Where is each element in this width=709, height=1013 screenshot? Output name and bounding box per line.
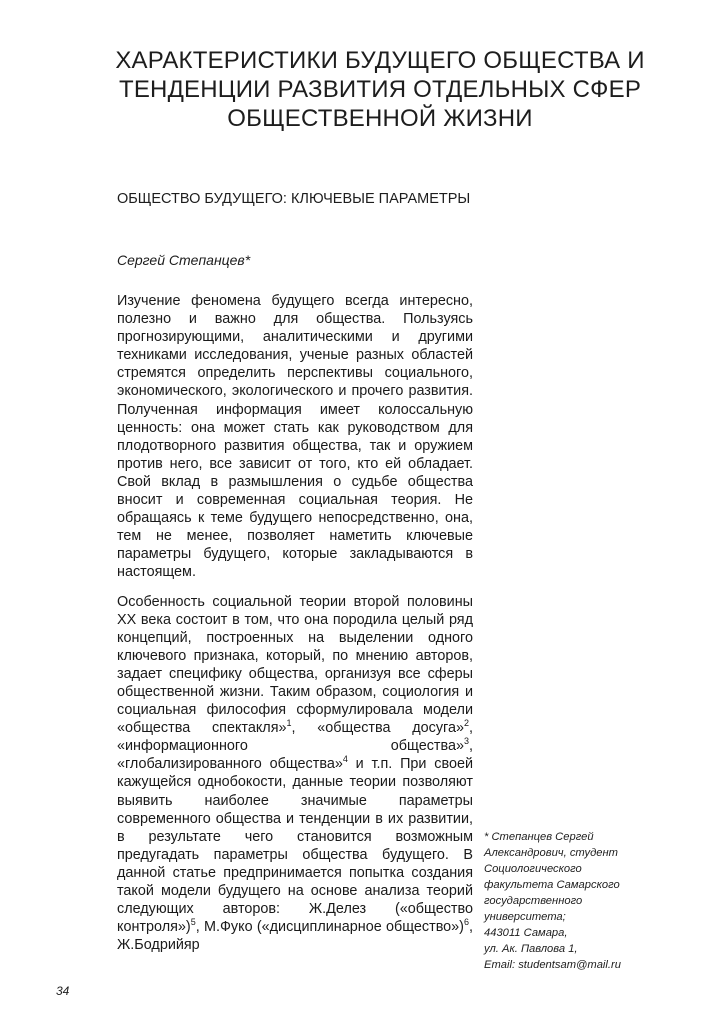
footnote-ref: 3	[463, 736, 469, 747]
footnote-line: факультета Самарского	[484, 879, 620, 891]
footnote-ref: 1	[286, 718, 292, 729]
author-footnote	[484, 829, 644, 973]
footnote-ref: 5	[190, 917, 196, 928]
footnote-email: Email: studentsam@mail.ru	[484, 959, 621, 971]
footnote-line: Александрович, студент	[484, 847, 618, 859]
article-body	[117, 292, 473, 965]
paragraph-2-text: и т.п. При своей кажущейся однобокости, данные теории позволяют выявить наиболее значимые параметры современного общества и тенденции в их развитии, в результате чего становится возможным предугадать параметры общества будущего. В данной статье предпринимается попытка создания такой модели будущего на основе анализа теорий следующих авторов: Ж.Делез («общество контроля»)	[117, 756, 473, 936]
footnote-line: ул. Ак. Павлова 1,	[484, 943, 578, 955]
paragraph-2-text: , М.Фуко («дисциплинарное общество»)	[195, 919, 464, 936]
footnote-line: университета;	[484, 911, 566, 923]
paragraph-2	[117, 593, 473, 955]
paragraph-1: Изучение феномена будущего всегда интересно, полезно и важно для общества. Пользуясь прогнозирующими, аналитическими и другими техниками исследования, ученые разных областей стремятся определить перспективы социального, экономического, экологического и прочего развития. Полученная информация имеет колоссальную ценность: она может стать как руководством для плодотворного развития общества, так и оружием против него, все зависит от того, кто ей обладает. Свой вклад в размышления о судьбе общества вносит и современная социальная теория. Не обращаясь к теме будущего непосредственно, она, тем не менее, позволяет наметить ключевые параметры будущего, которые закладываются в настоящем.	[117, 293, 473, 581]
footnote-line: 443011 Самара,	[484, 927, 568, 939]
footnote-ref: 4	[342, 754, 348, 765]
paragraph-2-text: Особенность социальной теории второй половины XX века состоит в том, что она породила целый ряд концепций, построенных на выделении одного ключевого признака, который, по мнению авторов, задает специфику общества, организуя все сферы общественной жизни. Таким образом, социология и социальная философия сформулировала модели «общества спектакля»	[117, 593, 473, 737]
paragraph-2-text: , «информационного общества»	[117, 720, 473, 755]
footnote-line: Социологического	[484, 863, 582, 875]
article-title: ОБЩЕСТВО БУДУЩЕГО: КЛЮЧЕВЫЕ ПАРАМЕТРЫ	[117, 191, 471, 207]
footnote-line: * Степанцев Сергей	[484, 831, 594, 843]
page-number: 34	[56, 984, 70, 998]
footnote-ref: 2	[463, 718, 469, 729]
footnote-line: государственного	[484, 895, 583, 907]
paragraph-2-text: , «общества досуга»	[291, 720, 464, 737]
author-name: Сергей Степанцев*	[117, 252, 251, 268]
footnote-ref: 6	[463, 917, 469, 928]
paragraph-2-text: , Ж.Бодрийяр	[117, 919, 473, 954]
paragraph-2-text: , «глобализированного общества»	[117, 738, 473, 773]
section-title: ХАРАКТЕРИСТИКИ БУДУЩЕГО ОБЩЕСТВА И ТЕНДЕНЦИИ РАЗВИТИЯ ОТДЕЛЬНЫХ СФЕР ОБЩЕСТВЕННОЙ ЖИЗНИ	[115, 47, 645, 132]
